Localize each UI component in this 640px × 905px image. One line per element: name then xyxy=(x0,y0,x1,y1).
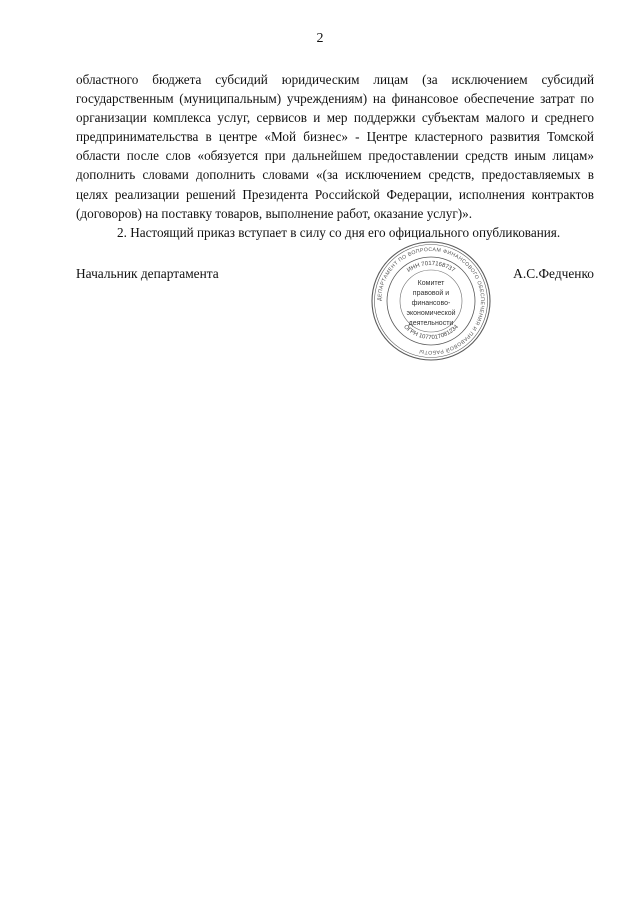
stamp-center-text xyxy=(406,280,455,327)
svg-text:правовой и: правовой и xyxy=(412,290,450,297)
svg-text:экономической: экономической xyxy=(406,310,456,317)
document-body xyxy=(76,70,594,242)
official-stamp xyxy=(368,238,494,364)
stamp-seal-graphic xyxy=(368,238,494,364)
signatory-name: А.С.Федченко xyxy=(513,266,594,281)
signatory-title: Начальник департамента xyxy=(76,266,219,281)
stamp-outer-text: ДЕПАРТАМЕНТ ПО ВОПРОСАМ ФИНАНСОВОГО ОБЕСПЕЧЕНИЯ И ПРАВОВОЙ РАБОТЫ xyxy=(376,246,486,356)
svg-text:деятельности: деятельности xyxy=(408,320,454,327)
svg-text:финансово-: финансово- xyxy=(411,300,451,307)
amendment-paragraph: областного бюджета субсидий юридическим лицам (за исключением субсидий государственным (муниципальным) учреждениям) на финансовое обеспечение затрат по организации комплекса услуг, сервисов и мер поддержки субъектам малого и среднего предпринимательства в центре «Мой бизнес» - Центре кластерного развития Томской области после слов «обязуется при дальнейшем предоставлении средств иным лицам» дополнить словами дополнить словами «(за исключением средств, предоставляемых в целях реализации решений Президента Российской Федерации, исполнения контрактов (договоров) на поставку товаров, выполнение работ, оказание услуг)». xyxy=(76,72,594,221)
svg-text:Комитет: Комитет xyxy=(417,280,445,287)
stamp-inn: ИНН 7017168737 xyxy=(406,260,456,274)
page-number: 2 xyxy=(316,31,324,46)
effective-date-paragraph: 2. Настоящий приказ вступает в силу со дня его официального опубликования. xyxy=(117,224,561,240)
stamp-ogrn: ОГРН 1077017081234 xyxy=(402,324,460,342)
